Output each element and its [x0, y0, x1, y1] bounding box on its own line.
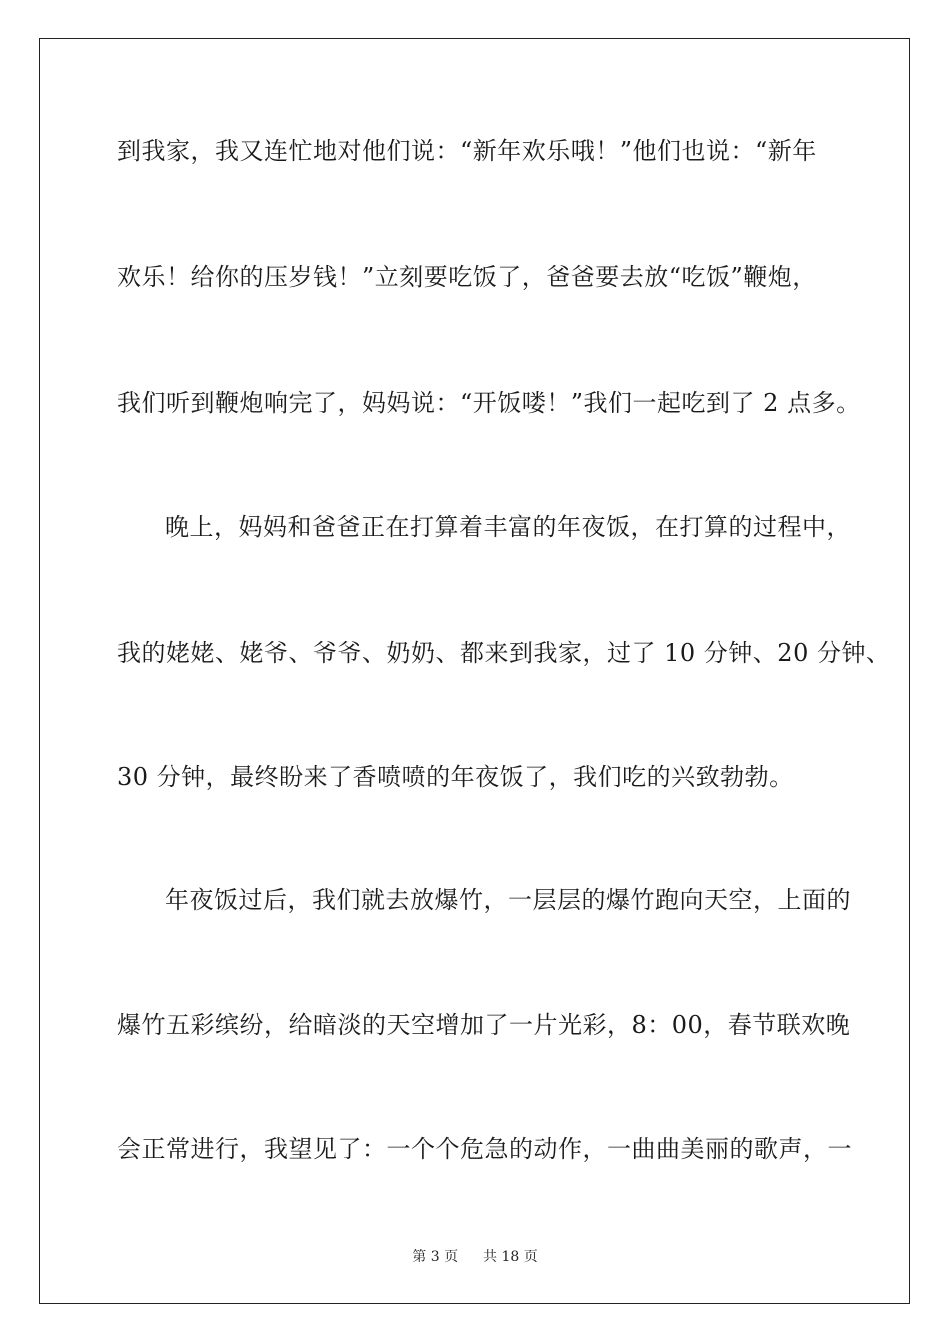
text-line-6: 30 分钟，最终盼来了香喷喷的年夜饭了，我们吃的兴致勃勃。	[117, 763, 794, 791]
text-line-2: 欢乐！给你的压岁钱！”立刻要吃饭了，爸爸要去放“吃饭”鞭炮，	[117, 263, 817, 291]
page-footer	[0, 1248, 950, 1266]
text-line-5: 我的姥姥、姥爷、爷爷、奶奶、都来到我家，过了 10 分钟、20 分钟、	[117, 639, 891, 667]
text-line-8: 爆竹五彩缤纷，给暗淡的天空增加了一片光彩，8：00，春节联欢晚	[117, 1011, 851, 1039]
page-border	[39, 38, 910, 1304]
text-line-3: 我们听到鞭炮响完了，妈妈说：“开饭喽！”我们一起吃到了 2 点多。	[117, 389, 861, 417]
page-total: 共 18 页	[483, 1249, 538, 1265]
text-line-4: 晚上，妈妈和爸爸正在打算着丰富的年夜饭，在打算的过程中，	[165, 513, 851, 541]
text-line-7: 年夜饭过后，我们就去放爆竹，一层层的爆竹跑向天空，上面的	[165, 886, 851, 914]
text-line-9: 会正常进行，我望见了：一个个危急的动作，一曲曲美丽的歌声，一	[117, 1135, 852, 1163]
page-number: 第 3 页	[412, 1249, 459, 1265]
text-line-1: 到我家，我又连忙地对他们说：“新年欢乐哦！”他们也说：“新年	[117, 137, 817, 165]
